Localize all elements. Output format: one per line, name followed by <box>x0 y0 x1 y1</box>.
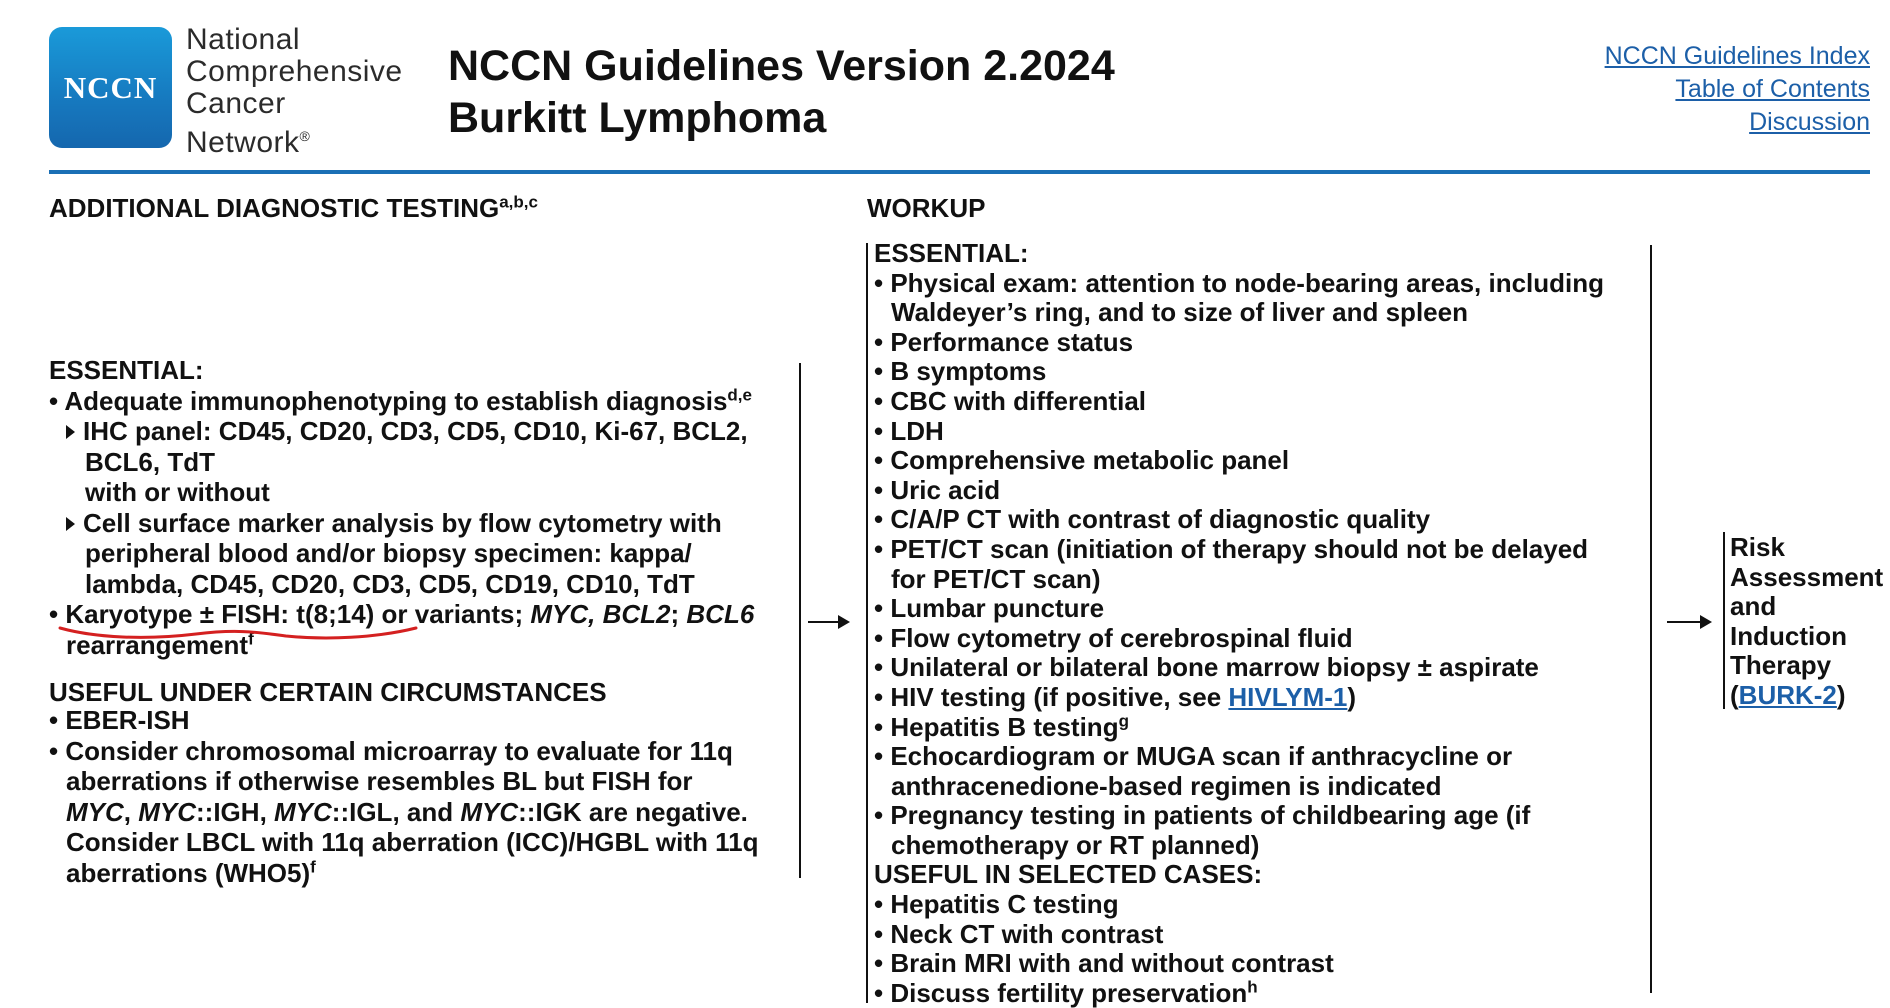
ihc-panel-item <box>49 416 754 447</box>
microarray-line-2: aberrations if otherwise resembles BL but FISH for <box>66 766 693 796</box>
arrow-to-risk-line <box>1667 621 1702 623</box>
essential-label: ESSENTIAL: <box>49 355 204 385</box>
nccn-logo <box>49 27 172 148</box>
guidelines-index-link[interactable]: NCCN Guidelines Index <box>1604 42 1870 70</box>
title-disease: Burkitt Lymphoma <box>448 94 827 142</box>
hiv-text: • HIV testing (if positive, see <box>874 681 1229 712</box>
hiv-testing-item <box>874 683 1604 713</box>
organization-name <box>186 24 403 159</box>
useful-under-circumstances-heading: USEFUL UNDER CERTAIN CIRCUMSTANCES <box>49 677 607 707</box>
heading-footnote: a,b,c <box>499 192 538 212</box>
selected-item: • Hepatitis C testing <box>874 889 1119 920</box>
org-line-4 <box>186 120 403 159</box>
workup-right-bracket-line <box>1650 245 1652 993</box>
microarray-line-3 <box>49 797 758 828</box>
microarray-line-5 <box>49 858 758 889</box>
org-line-3: Cancer <box>186 87 286 120</box>
hepb-footnote: g <box>1118 710 1129 730</box>
workup-item: • PET/CT scan (initiation of therapy should not be delayed <box>874 533 1589 564</box>
igh: ::IGH <box>196 796 260 827</box>
red-underline-annotation <box>56 618 426 646</box>
org-line-4-text: Network <box>186 126 300 159</box>
risk-line: Risk <box>1730 532 1785 562</box>
workup-item: • Physical exam: attention to node-bearing areas, including <box>874 267 1605 298</box>
risk-bracket-line <box>1723 532 1725 709</box>
immunophenotyping-text: • Adequate immunophenotyping to establish diagnosis <box>49 385 728 416</box>
workup-item: anthracenedione-based regimen is indicated <box>891 770 1442 801</box>
myc-bcl2-genes: MYC, BCL2 <box>530 599 671 629</box>
flow-line-1: Cell surface marker analysis by flow cytometry with <box>83 507 722 538</box>
workup-item: • Pregnancy testing in patients of childbearing age (if <box>874 800 1531 831</box>
sep: , <box>259 796 275 827</box>
header-links <box>1605 40 1870 139</box>
title-version: NCCN Guidelines Version 2.2024 <box>448 42 1115 90</box>
microarray-line-4: Consider LBCL with 11q aberration (ICC)/HGBL with 11q <box>66 827 759 857</box>
ihc-line-3: with or without <box>85 477 270 507</box>
burk-2-reference <box>1730 681 1883 711</box>
arrow-right-icon <box>1700 615 1712 629</box>
open-paren: ( <box>1730 679 1739 710</box>
fertility-text: • Discuss fertility preservation <box>874 977 1248 1008</box>
ihc-line-1: IHC panel: CD45, CD20, CD3, CD5, CD10, Ki-67, BCL2, <box>83 416 748 446</box>
sep: , and <box>392 796 461 827</box>
fertility-footnote: h <box>1247 977 1258 997</box>
negative-text: are negative. <box>581 796 748 827</box>
risk-line: Assessment <box>1730 561 1884 592</box>
workup-item: • Lumbar puncture <box>874 593 1105 624</box>
workup-item: • Echocardiogram or MUGA scan if anthracycline or <box>874 741 1513 772</box>
workup-item: • B symptoms <box>874 356 1047 387</box>
selected-item: • Brain MRI with and without contrast <box>874 948 1334 979</box>
immunophenotyping-footnote: d,e <box>727 384 752 404</box>
arrow-right-icon <box>838 615 850 629</box>
arrow-to-workup-line <box>808 621 841 623</box>
rearrangement-text: rearrangement <box>66 629 249 660</box>
additional-testing-body <box>49 355 754 660</box>
gene-myc: MYC <box>138 796 197 827</box>
additional-testing-heading <box>49 193 538 224</box>
selected-item: • Neck CT with contrast <box>874 918 1164 949</box>
microarray-line-1: • Consider chromosomal microarray to evaluate for 11q <box>49 735 733 766</box>
flow-line-2: peripheral blood and/or biopsy specimen: kappa/ <box>85 538 692 568</box>
eber-ish-item: • EBER-ISH <box>49 705 190 735</box>
workup-body <box>874 239 1604 1008</box>
rearrangement-footnote: f <box>248 628 254 648</box>
workup-item: • CBC with differential <box>874 385 1146 416</box>
risk-line: and <box>1730 591 1777 621</box>
hepb-text: • Hepatitis B testing <box>874 711 1119 742</box>
fertility-item <box>874 979 1604 1008</box>
workup-item: • C/A/P CT with contrast of diagnostic quality <box>874 504 1431 535</box>
workup-heading: WORKUP <box>867 193 986 223</box>
useful-body <box>49 705 758 888</box>
workup-item: • Unilateral or bilateral bone marrow biopsy ± aspirate <box>874 652 1539 683</box>
bcl6-gene: BCL6 <box>686 599 755 629</box>
left-bracket-line <box>799 363 801 878</box>
flow-line-3: lambda, CD45, CD20, CD3, CD5, CD19, CD10, TdT <box>85 568 695 599</box>
who5-text: aberrations (WHO5) <box>66 857 311 888</box>
risk-line: Induction <box>1730 620 1847 651</box>
selected-cases-label: USEFUL IN SELECTED CASES: <box>874 859 1263 890</box>
org-line-2: Comprehensive <box>186 55 403 88</box>
immunophenotyping-item <box>49 386 754 417</box>
ihc-line-2: BCL6, TdT <box>85 446 215 477</box>
discussion-link[interactable]: Discussion <box>1749 108 1870 136</box>
igk: ::IGK <box>518 796 582 827</box>
close-paren: ) <box>1836 679 1846 710</box>
table-of-contents-link[interactable]: Table of Contents <box>1675 75 1870 103</box>
workup-item: • LDH <box>874 415 944 446</box>
workup-item: Waldeyer’s ring, and to size of liver and spleen <box>891 297 1468 328</box>
workup-item: • Performance status <box>874 326 1134 357</box>
triangle-bullet-icon <box>66 517 75 531</box>
karyotype-text: • Karyotype ± FISH: t(8;14) or variants; <box>49 599 531 629</box>
registered-mark: ® <box>299 128 311 144</box>
hepatitis-b-item <box>874 710 1604 743</box>
karyotype-sep: ; <box>670 599 687 629</box>
workup-item: • Flow cytometry of cerebrospinal fluid <box>874 622 1353 653</box>
workup-item: chemotherapy or RT planned) <box>891 829 1260 860</box>
logo-text: NCCN <box>63 69 158 105</box>
burk-2-link[interactable]: BURK-2 <box>1738 679 1837 710</box>
risk-assessment-box <box>1730 533 1883 710</box>
org-line-1: National <box>186 23 301 56</box>
who5-footnote: f <box>310 856 316 876</box>
header-divider <box>49 170 1870 174</box>
flow-cytometry-item <box>49 508 754 539</box>
workup-item: • Uric acid <box>874 474 1001 505</box>
workup-essential-label: ESSENTIAL: <box>874 238 1029 268</box>
triangle-bullet-icon <box>66 425 75 439</box>
gene-myc: MYC <box>66 796 124 827</box>
igl: ::IGL <box>331 796 393 827</box>
hiv-close: ) <box>1347 681 1357 712</box>
hivlym-1-link[interactable]: HIVLYM-1 <box>1228 681 1348 712</box>
page-title <box>448 40 1115 144</box>
workup-bracket-line <box>866 243 868 1003</box>
gene-myc: MYC <box>274 796 332 827</box>
gene-myc: MYC <box>460 796 519 827</box>
workup-item: for PET/CT scan) <box>891 563 1101 594</box>
additional-testing-heading-text: ADDITIONAL DIAGNOSTIC TESTING <box>49 193 500 223</box>
sep: , <box>123 796 139 827</box>
risk-line: Therapy <box>1730 650 1832 680</box>
workup-item: • Comprehensive metabolic panel <box>874 445 1290 476</box>
